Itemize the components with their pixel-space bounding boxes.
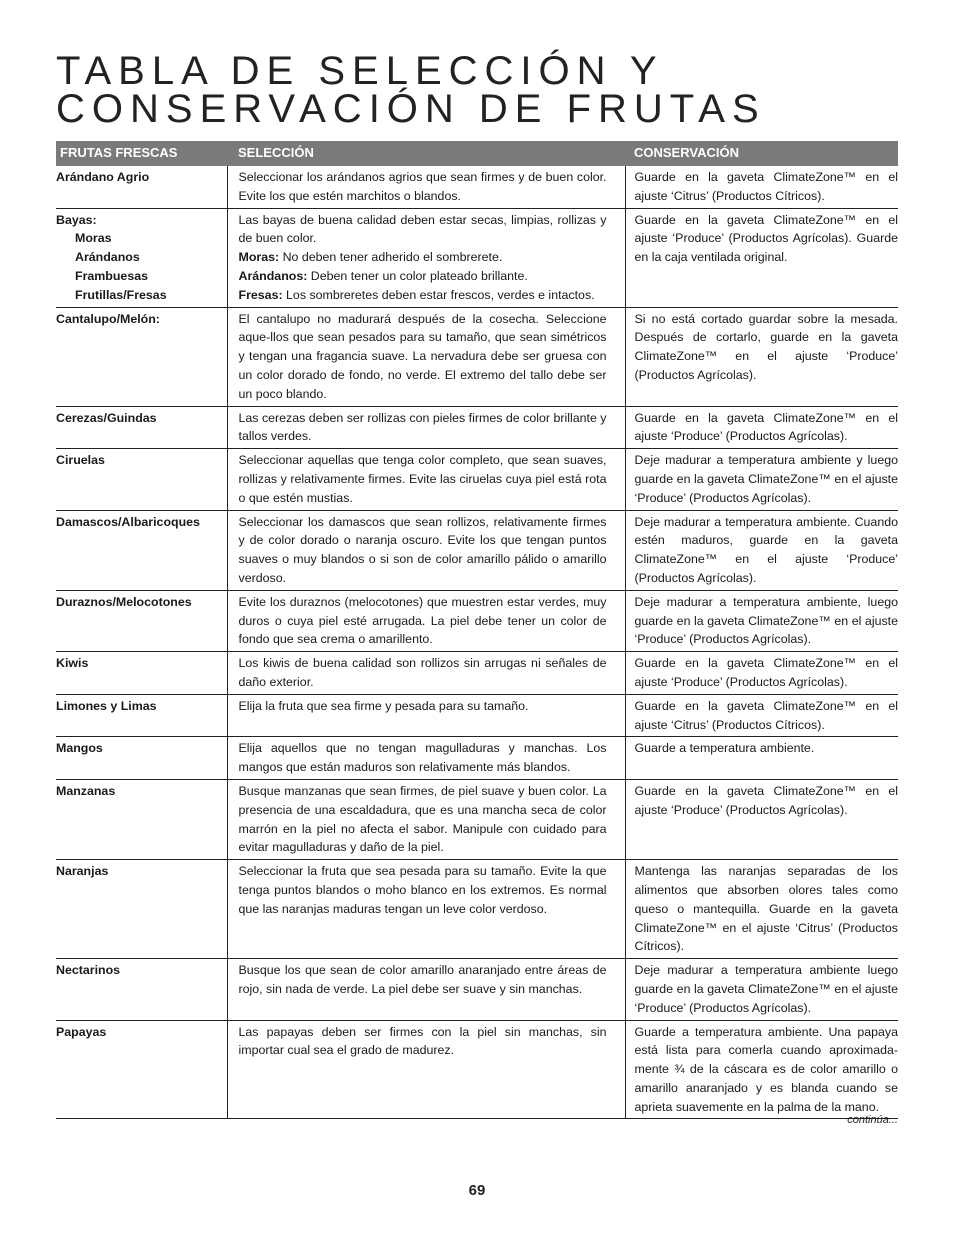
page-title-line-2: CONSERVACIÓN DE FRUTAS: [56, 87, 766, 131]
table-row: [56, 510, 898, 590]
fruit-name: Papayas: [56, 1020, 227, 1119]
conservation-text: Guarde en la gaveta ClimateZone™ en el ajuste ‘Produce’ (Productos Agrícolas).: [625, 779, 898, 859]
fruit-name: Ciruelas: [56, 449, 227, 510]
page-title: [56, 49, 916, 131]
conservation-text: Deje madurar a temperatura ambiente. Cuando estén maduros, guarde en la gaveta ClimateZone™ en el ajuste ‘Produce’ (Productos Agrícolas).: [625, 510, 898, 590]
conservation-text: Deje madurar a temperatura ambiente, luego guarde en la gaveta ClimateZone™ en el ajuste ‘Produce’ (Productos Agrícolas).: [625, 590, 898, 651]
selection-text: Busque los que sean de color amarillo anaranjado entre áreas de rojo, sin nada de verde. La piel debe ser suave y sin manchas.: [227, 959, 625, 1020]
table-row: [56, 166, 898, 208]
conservation-text: Guarde a temperatura ambiente.: [625, 737, 898, 780]
table-row: [56, 307, 898, 406]
table-row: [56, 860, 898, 959]
column-header-conservation: CONSERVACIÓN: [625, 141, 898, 166]
fruit-name: Duraznos/Melocotones: [56, 590, 227, 651]
fruit-subname: Frutillas/Fresas: [75, 287, 167, 302]
fruit-selection-table: [56, 141, 898, 1119]
conservation-text: Guarde en la gaveta ClimateZone™ en el ajuste ‘Produce’ (Productos Agrícolas).: [625, 652, 898, 695]
conservation-text: Guarde en la gaveta ClimateZone™ en el ajuste ‘Produce’ (Productos Agrícolas). Guarde en la caja ventilada original.: [625, 208, 898, 307]
detail-text: Los sombreretes deben estar frescos, verdes e intactos.: [282, 287, 595, 302]
selection-text: Las cerezas deben ser rollizas con pieles firmes de color brillante y tallos verdes.: [227, 406, 625, 449]
selection-text: Seleccionar los arándanos agrios que sean firmes y de buen color. Evite los que estén marchitos o blandos.: [227, 166, 625, 208]
detail-label: Moras:: [238, 250, 280, 265]
detail-label: Fresas:: [238, 287, 283, 302]
page-number: 69: [468, 1182, 486, 1199]
table-row: [56, 590, 898, 651]
page-title-line-1: TABLA DE SELECCIÓN Y: [56, 49, 664, 93]
selection-text: Busque manzanas que sean firmes, de piel suave y buen color. La presencia de una escaldadura, que es una mancha seca de color marrón en la piel no afecta el sabor. Manipule con cuidado para evitar magulladuras y daño de la piel.: [227, 779, 625, 859]
fruit-name: Arándano Agrio: [56, 166, 227, 208]
selection-text: Seleccionar la fruta que sea pesada para su tamaño. Evite la que tenga puntos blandos o moho blanco en los extremos. Es normal que las naranjas maduras tengan un leve color verdoso.: [227, 860, 625, 959]
fruit-subname: Moras: [75, 231, 112, 246]
detail-label: Arándanos:: [238, 268, 308, 283]
conservation-text: Deje madurar a temperatura ambiente luego guarde en la gaveta ClimateZone™ en el ajuste ‘Produce’ (Productos Agrícolas).: [625, 959, 898, 1020]
fruit-name: Limones y Limas: [56, 694, 227, 737]
selection-cell: [227, 208, 625, 307]
detail-text: Deben tener un color plateado brillante.: [307, 268, 528, 283]
selection-text: Las papayas deben ser firmes con la piel sin manchas, sin importar cual sea el grado de madurez.: [227, 1020, 625, 1119]
fruit-name: Cerezas/Guindas: [56, 406, 227, 449]
fruit-name: Naranjas: [56, 860, 227, 959]
fruit-name: Kiwis: [56, 652, 227, 695]
fruit-subname: Arándanos: [75, 250, 140, 265]
selection-text: Elija aquellos que no tengan magulladuras y manchas. Los mangos que están maduros son relativamente más blandos.: [227, 737, 625, 780]
table-row: [56, 1020, 898, 1119]
selection-text: Elija la fruta que sea firme y pesada para su tamaño.: [227, 694, 625, 737]
conservation-text: Guarde en la gaveta ClimateZone™ en el ajuste ‘Produce’ (Productos Agrícolas).: [625, 406, 898, 449]
column-header-selection: SELECCIÓN: [227, 141, 625, 166]
table-row: [56, 406, 898, 449]
continued-note: continúa...: [847, 1114, 898, 1126]
table-header-row: [56, 141, 898, 166]
table-row: [56, 737, 898, 780]
fruit-name: Nectarinos: [56, 959, 227, 1020]
detail-text: No deben tener adherido el sombrerete.: [279, 250, 503, 265]
selection-text: El cantalupo no madurará después de la cosecha. Seleccione aque-llos que sean pesados para su tamaño, que sean simétricos y tengan una fragancia suave. La nervadura debe ser gruesa con un color dorado de fondo, no verde. El extremo del tallo debe ser un poco blando.: [227, 307, 625, 406]
conservation-text: Guarde a temperatura ambiente. Una papaya está lista para comerla cuando aproximada-mente ¾ de la cáscara es de color amarillo o amarillo anaranjado y es blanda cuando se aprieta suavemente en la palma de la mano.: [625, 1020, 898, 1119]
fruit-name: Damascos/Albaricoques: [56, 510, 227, 590]
conservation-text: Deje madurar a temperatura ambiente y luego guarde en la gaveta ClimateZone™ en el ajuste ‘Produce’ (Productos Agrícolas).: [625, 449, 898, 510]
selection-text: Seleccionar los damascos que sean rollizos, relativamente firmes y de color dorado o naranja oscuro. Evite los que tengan puntos suaves o muy blandos o si son de color amarillo pálido o amarillo verdoso.: [227, 510, 625, 590]
conservation-text: Mantenga las naranjas separadas de los alimentos que absorben olores tales como queso o mantequilla. Guarde en la gaveta ClimateZone™ en el ajuste ‘Citrus’ (Productos Cítricos).: [625, 860, 898, 959]
conservation-text: Si no está cortado guardar sobre la mesada. Después de cortarlo, guarde en la gaveta ClimateZone™ en el ajuste ‘Produce’ (Productos Agrícolas).: [625, 307, 898, 406]
table-row: [56, 694, 898, 737]
selection-text: Evite los duraznos (melocotones) que muestren estar verdes, muy duros o cuya piel esté arrugada. La piel debe tener un color de fondo que sea crema o amarillento.: [227, 590, 625, 651]
table-row: [56, 652, 898, 695]
table-row: [56, 779, 898, 859]
selection-text: Los kiwis de buena calidad son rollizos sin arrugas ni señales de daño exterior.: [227, 652, 625, 695]
conservation-text: Guarde en la gaveta ClimateZone™ en el ajuste ‘Citrus’ (Productos Cítricos).: [625, 694, 898, 737]
fruit-name: Cantalupo/Melón:: [56, 307, 227, 406]
selection-text: Seleccionar aquellas que tenga color completo, que sean suaves, rollizas y relativamente firmes. Evite las ciruelas cuya piel está rota o que estén mustias.: [227, 449, 625, 510]
fruit-subname: Frambuesas: [75, 268, 149, 283]
fruit-name: Mangos: [56, 737, 227, 780]
fruit-name: Manzanas: [56, 779, 227, 859]
selection-text: Las bayas de buena calidad deben estar secas, limpias, rollizas y de buen color.: [238, 212, 607, 246]
fruit-name: Bayas:: [56, 212, 97, 227]
conservation-text: Guarde en la gaveta ClimateZone™ en el ajuste ‘Citrus’ (Productos Cítricos).: [625, 166, 898, 208]
table-row: [56, 449, 898, 510]
fruit-name-group: [56, 208, 227, 307]
table-row: [56, 959, 898, 1020]
table-row: [56, 208, 898, 307]
column-header-fruits: FRUTAS FRESCAS: [56, 141, 227, 166]
